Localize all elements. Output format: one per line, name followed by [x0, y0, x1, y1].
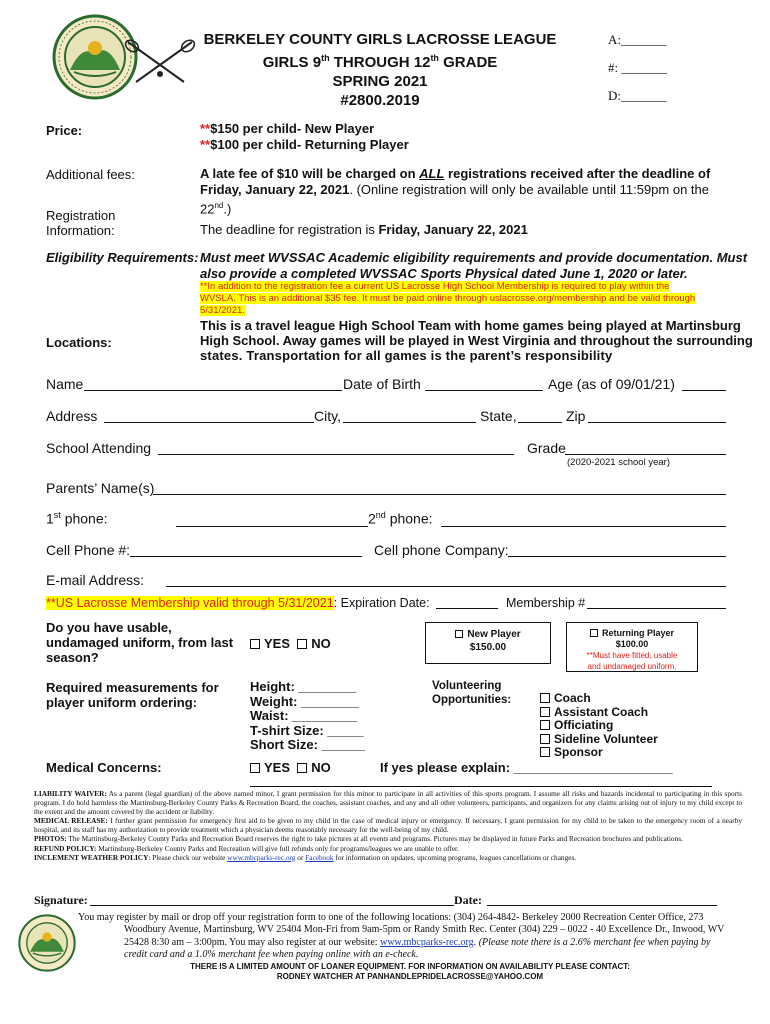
register-info: You may register by mail or drop off your registration form to one of the following locations: (304) 264-4842- Berkeley 2000 Recreation Center Office, 273 Woodbury Avenue, Martinsburg, WV 25404 Mon-Fri from 9am-5pm or Randy Smith Rec. Center (304) 229 – 0022 - 40 Excellence Dr., Inwood, WV 25428 8:30 am – 3:00pm. You may also register at our website: www.mbcparks-rec.org. (Please note there is a 2.6% merchant fee when paying by credit card and a 1.0% merchant fee when paying online with an e-check. [78, 912, 725, 961]
cell-input[interactable] [130, 556, 362, 557]
dob-input[interactable] [425, 390, 543, 391]
website-link[interactable]: www.mbcparks-rec.org [227, 852, 296, 862]
age-input[interactable] [682, 390, 726, 391]
equipment-notice: THERE IS A LIMITED AMOUNT OF LOANER EQUIPMENT. FOR INFORMATION ON AVAILABILITY PLEASE CONTACT: RODNEY WATCHER AT PANHANDLEPRIDELACROSSE@YAHOO.COM [190, 962, 630, 981]
date-input[interactable] [487, 905, 717, 906]
medical-explain[interactable]: If yes please explain: ______________________ [380, 760, 673, 775]
grade-input[interactable] [565, 454, 726, 455]
address-input[interactable] [104, 422, 314, 423]
grade-label: Grade [527, 440, 566, 456]
legal-text [34, 789, 742, 862]
volunteer-sideline: Sideline Volunteer [540, 733, 658, 747]
phone2-input[interactable] [441, 526, 726, 527]
email-label: E-mail Address: [46, 572, 145, 588]
locations-label: Locations: [46, 335, 112, 350]
address-label: Address [46, 408, 98, 424]
signature-label: Signature: [34, 893, 88, 907]
zip-input[interactable] [588, 422, 726, 423]
signature-input[interactable] [90, 905, 454, 906]
city-input[interactable] [343, 422, 476, 423]
office-use-block [608, 26, 667, 110]
email-input[interactable] [166, 586, 726, 587]
title-line-3: SPRING 2021 [332, 73, 428, 90]
title-line-1: BERKELEY COUNTY GIRLS LACROSSE LEAGUE [203, 31, 557, 48]
eligibility-text: Must meet WVSSAC Academic eligibility requirements and provide documentation. Must also provide a completed WVSSAC Sports Physical dated June 1, 2020 or later. [200, 250, 748, 281]
uniform-options: YES NO [250, 636, 331, 651]
locations-text: This is a travel league High School Team with home games being played at Martinsburg High School. Away games will be played in West Virginia and throughout the surrounding states. Transportation for all games is the parent’s responsibility [200, 318, 753, 363]
membership-num-input[interactable] [587, 608, 726, 609]
parks-rec-logo-footer [18, 914, 76, 972]
volunteer-coach: Coach [540, 692, 658, 706]
office-a-field[interactable]: A:_______ [608, 32, 667, 47]
photos-policy: PHOTOS: The Martinsburg-Berkeley County Parks and Recreation Board reserves the right to take pictures at all events and programs. Pictures may be displayed in future Parks and Recreation brochures and publications. [34, 834, 683, 844]
registration-label: Registration Information: [46, 208, 116, 238]
company-label: Cell phone Company: [374, 542, 509, 558]
office-num-field[interactable]: #: _______ [608, 60, 667, 75]
medical-explain-line[interactable] [250, 786, 712, 787]
volunteer-label: Volunteering Opportunities: [432, 680, 512, 706]
fees-label: Additional fees: [46, 167, 135, 182]
short-field[interactable]: Short Size: ______ [250, 737, 365, 753]
registration-deadline: The deadline for registration is Friday, January 22, 2021 [200, 222, 528, 237]
volunteer-officiating: Officiating [540, 719, 658, 733]
date-label: Date: [454, 893, 482, 907]
volunteer-options [540, 692, 658, 760]
membership-row: **US Lacrosse Membership valid through 5/31/2021: Expiration Date: [46, 596, 430, 610]
dob-label: Date of Birth [343, 376, 421, 392]
price-label: Price: [46, 123, 83, 138]
uniform-question: Do you have usable, undamaged uniform, from last season? [46, 620, 234, 665]
coach-checkbox[interactable] [540, 693, 550, 703]
weight-field[interactable]: Weight: ________ [250, 693, 359, 709]
volunteer-assistant-coach: Assistant Coach [540, 706, 658, 720]
new-player-text: New Player $150.00 [425, 628, 551, 654]
price-new: **$150 per child- New Player [200, 121, 375, 136]
officiating-checkbox[interactable] [540, 720, 550, 730]
medical-yes-checkbox[interactable] [250, 763, 260, 773]
price-returning: **$100 per child- Returning Player [200, 137, 409, 152]
medical-options: YES NO [250, 760, 331, 775]
state-label: State, [480, 408, 517, 424]
age-label: Age (as of 09/01/21) [548, 376, 675, 392]
office-d-field[interactable]: D:_______ [608, 88, 667, 103]
school-input[interactable] [158, 454, 514, 455]
phone1-label: 1st phone: [46, 510, 108, 527]
register-website-link[interactable]: www.mbcparks-rec.org [380, 936, 474, 948]
membership-note: **In addition to the registration fee a current US Lacrosse High School Membership is required to play within the WVSLA. This is an additional $35 fee. It must be paid online through uslacrosse.org/membership and be valid through 5/31/2021. [200, 281, 696, 316]
fees-text: A late fee of $10 will be charged on ALL registrations received after the deadline of Friday, January 22, 2021. (Online registration will only be available until 11:59pm on the 22nd.) [200, 166, 711, 217]
tshirt-field[interactable]: T-shirt Size: _____ [250, 722, 364, 738]
medical-label: Medical Concerns: [46, 760, 162, 775]
liability-waiver: LIABILITY WAIVER: As a parent (legal guardian) of the above named minor, I grant permission for this minor to participate in all activities of this sports program. I assume all risks and hazards incidental to participating in this sports program. I do hold harmless the Martinsburg-Berkeley County Parks & Recreation Board, the coaches, assistant coaches, and any and all other volunteers, participants, and organizers for any claims arising out of injury to my child except to the extent and the amount covered by the accident or liability. [34, 789, 742, 817]
facebook-link[interactable]: Facebook [305, 852, 334, 862]
medical-no-checkbox[interactable] [297, 763, 307, 773]
sideline-checkbox[interactable] [540, 734, 550, 744]
state-input[interactable] [518, 422, 562, 423]
zip-label: Zip [566, 408, 586, 424]
phone1-input[interactable] [176, 526, 368, 527]
assistant-coach-checkbox[interactable] [540, 707, 550, 717]
league-title [200, 30, 560, 110]
parents-label: Parents’ Name(s) [46, 480, 155, 496]
membership-num-label: Membership # [506, 596, 586, 610]
parents-input[interactable] [153, 494, 726, 495]
new-player-checkbox[interactable] [455, 630, 463, 638]
lacrosse-sticks-icon [124, 36, 196, 86]
uniform-no-checkbox[interactable] [297, 639, 307, 649]
measurements-label: Required measurements for player uniform ordering: [46, 680, 219, 710]
volunteer-sponsor: Sponsor [540, 746, 658, 760]
name-label: Name [46, 376, 84, 392]
uniform-yes-checkbox[interactable] [250, 639, 260, 649]
returning-player-text: Returning Player $100.00 **Must have fitted, usable and undamaged uniform. [586, 628, 678, 671]
refund-policy: REFUND POLICY: Martinsburg-Berkeley County Parks and Recreation will give full refunds only for programs/leagues we are unable to offer. [34, 843, 459, 853]
sponsor-checkbox[interactable] [540, 747, 550, 757]
grade-note: (2020-2021 school year) [567, 457, 670, 468]
name-input[interactable] [84, 390, 342, 391]
cell-label: Cell Phone #: [46, 542, 131, 558]
school-label: School Attending [46, 440, 152, 456]
expiration-input[interactable] [436, 608, 498, 609]
eligibility-label: Eligibility Requirements: [46, 250, 199, 265]
medical-release: MEDICAL RELEASE: I further grant permission for emergency first aid to be given to my child in the case of medical injury or emergency. If necessary, I grant permission for my child to be taken to the emergency room of a nearby hospital, and its staff has my authorization to provide treatment which a physician deems reasonably necessary for the well-being of my child. [34, 816, 742, 835]
weather-policy: INCLEMENT WEATHER POLICY: Please check our website www.mbcparks-rec.org or Facebook for information on updates, upcoming programs, leagues cancellations or changes. [34, 852, 577, 862]
height-field[interactable]: Height: ________ [250, 679, 357, 694]
waist-field[interactable]: Waist: _________ [250, 708, 358, 724]
title-line-2: GIRLS 9th THROUGH 12th GRADE [262, 53, 498, 71]
city-label: City, [314, 408, 341, 424]
title-line-4: #2800.2019 [340, 92, 420, 109]
price-list [200, 121, 409, 153]
returning-player-checkbox[interactable] [590, 629, 598, 637]
phone2-label: 2nd phone: [368, 510, 433, 527]
measurements-fields [250, 680, 365, 753]
company-input[interactable] [508, 556, 726, 557]
